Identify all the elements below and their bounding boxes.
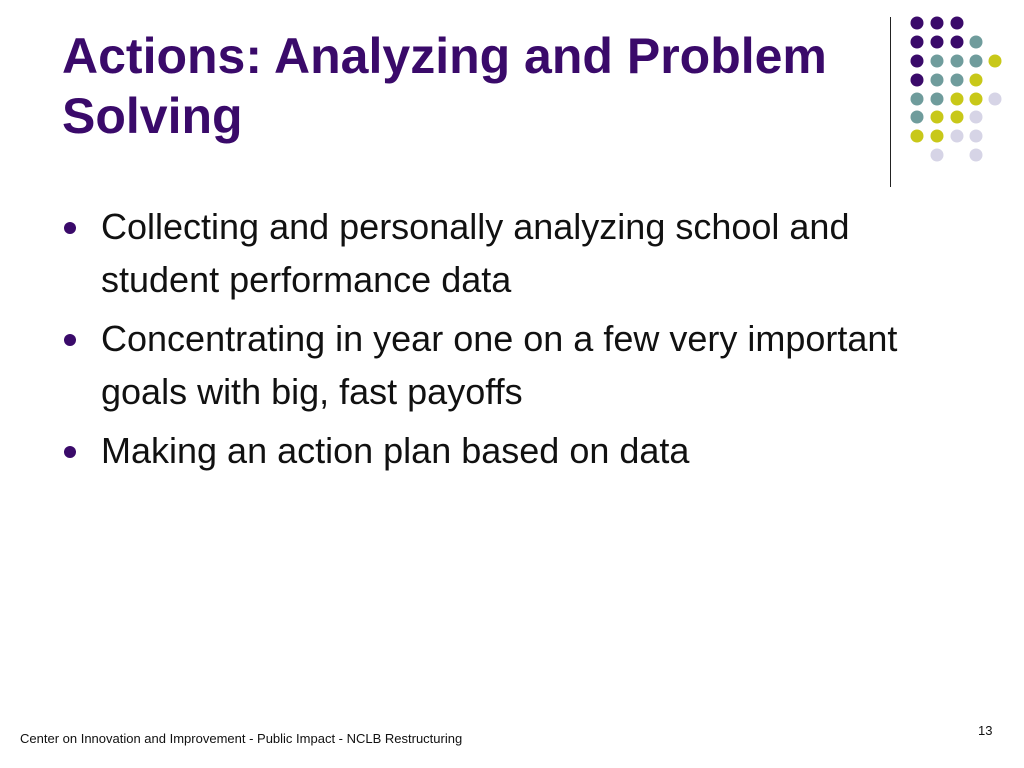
- decor-dot: [989, 55, 1002, 68]
- slide-title: Actions: Analyzing and Problem Solving: [62, 28, 827, 144]
- bullet-text: Making an action plan based on data: [101, 430, 690, 471]
- decor-dot: [931, 130, 944, 143]
- page-number: 13: [978, 723, 993, 738]
- decor-dot: [970, 55, 983, 68]
- footer-text: Center on Innovation and Improvement - Public Impact - NCLB Restructuring: [20, 731, 463, 746]
- decor-dot: [911, 17, 924, 30]
- decor-dot: [911, 74, 924, 87]
- decor-dot: [951, 111, 964, 124]
- decor-dot: [951, 93, 964, 106]
- decor-dot: [911, 111, 924, 124]
- decor-dot: [931, 93, 944, 106]
- bullet-list: [64, 200, 924, 483]
- decor-dot: [970, 93, 983, 106]
- bullet-text: Collecting and personally analyzing school and student performance data: [101, 206, 850, 300]
- decor-dot: [931, 74, 944, 87]
- decor-dot: [931, 36, 944, 49]
- decor-dot: [931, 149, 944, 162]
- decor-dot: [970, 130, 983, 143]
- decor-dot: [931, 17, 944, 30]
- decor-dot: [970, 149, 983, 162]
- decor-dot: [951, 36, 964, 49]
- bullet-icon: [64, 334, 76, 346]
- bullet-item: [64, 200, 924, 306]
- bullet-item: [64, 424, 924, 477]
- decor-dot: [951, 74, 964, 87]
- decor-dot: [951, 17, 964, 30]
- bullet-icon: [64, 446, 76, 458]
- decor-dot: [951, 130, 964, 143]
- decor-dot: [970, 111, 983, 124]
- decor-dot: [970, 74, 983, 87]
- decor-dot: [911, 93, 924, 106]
- decor-dot: [970, 36, 983, 49]
- decor-dot: [989, 93, 1002, 106]
- decor-dot: [931, 55, 944, 68]
- decor-dot: [911, 130, 924, 143]
- decor-dot: [911, 55, 924, 68]
- bullet-icon: [64, 222, 76, 234]
- dot-grid-icon: [900, 10, 1010, 170]
- decor-dot: [911, 36, 924, 49]
- decor-dot: [951, 55, 964, 68]
- decor-dot: [931, 111, 944, 124]
- bullet-item: [64, 312, 924, 418]
- vertical-divider: [890, 17, 891, 187]
- bullet-text: Concentrating in year one on a few very important goals with big, fast payoffs: [101, 318, 898, 412]
